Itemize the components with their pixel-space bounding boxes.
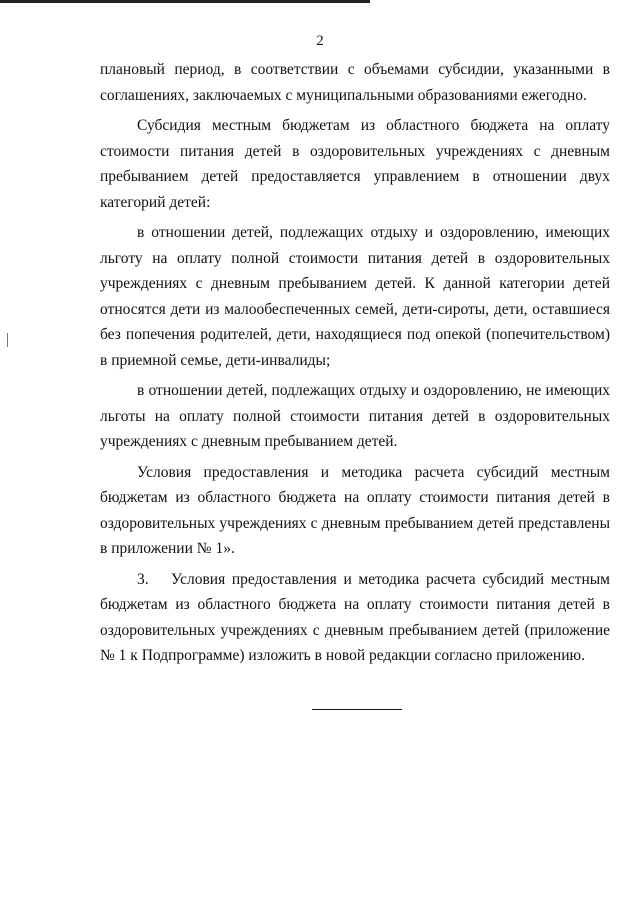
paragraph-category-privileged: в отношении детей, подлежащих отдыху и оздоровлению, имеющих льготу на оплату полной стоимости питания детей в оздоровительных учреждениях с дневным пребыванием детей. К данной категории детей относятся дети из малообеспеченных семей, дети-сироты, дети, оставшиеся без попечения родителей, дети, находящиеся под опекой (попечительством) в приемной семье, дети-инвалиды; bbox=[100, 224, 610, 369]
paragraph-continuation: плановый период, в соответствии с объемами субсидии, указанными в соглашениях, заключаемых с муниципальными образованиями ежегодно. bbox=[100, 61, 610, 104]
paragraph-item-3 bbox=[100, 567, 610, 669]
item-3-number: 3. bbox=[137, 570, 149, 588]
page-number: 2 bbox=[316, 33, 324, 49]
scan-margin-mark bbox=[7, 333, 8, 347]
paragraph-conditions-reference: Условия предоставления и методика расчета субсидий местным бюджетам из областного бюджета на оплату стоимости питания детей в оздоровительных учреждениях с дневным пребыванием детей представлены в приложении № 1». bbox=[100, 463, 610, 557]
paragraph-category-non-privileged: в отношении детей, подлежащих отдыху и оздоровлению, не имеющих льготы на оплату полной стоимости питания детей в оздоровительных учреждениях с дневным пребыванием детей. bbox=[100, 382, 610, 450]
scan-edge-line bbox=[0, 0, 370, 3]
end-of-text-line bbox=[312, 709, 402, 710]
document-body bbox=[100, 57, 610, 669]
paragraph-subsidy-intro: Субсидия местным бюджетам из областного бюджета на оплату стоимости питания детей в оздоровительных учреждениях с дневным пребыванием детей предоставляется управлением в отношении двух категорий детей: bbox=[100, 117, 610, 211]
item-3-text: Условия предоставления и методика расчета субсидий местным бюджетам из областного бюджета на оплату стоимости питания детей в оздоровительных учреждениях с дневным пребыванием детей (приложение № 1 к Подпрограмме) изложить в новой редакции согласно приложению. bbox=[100, 570, 610, 664]
